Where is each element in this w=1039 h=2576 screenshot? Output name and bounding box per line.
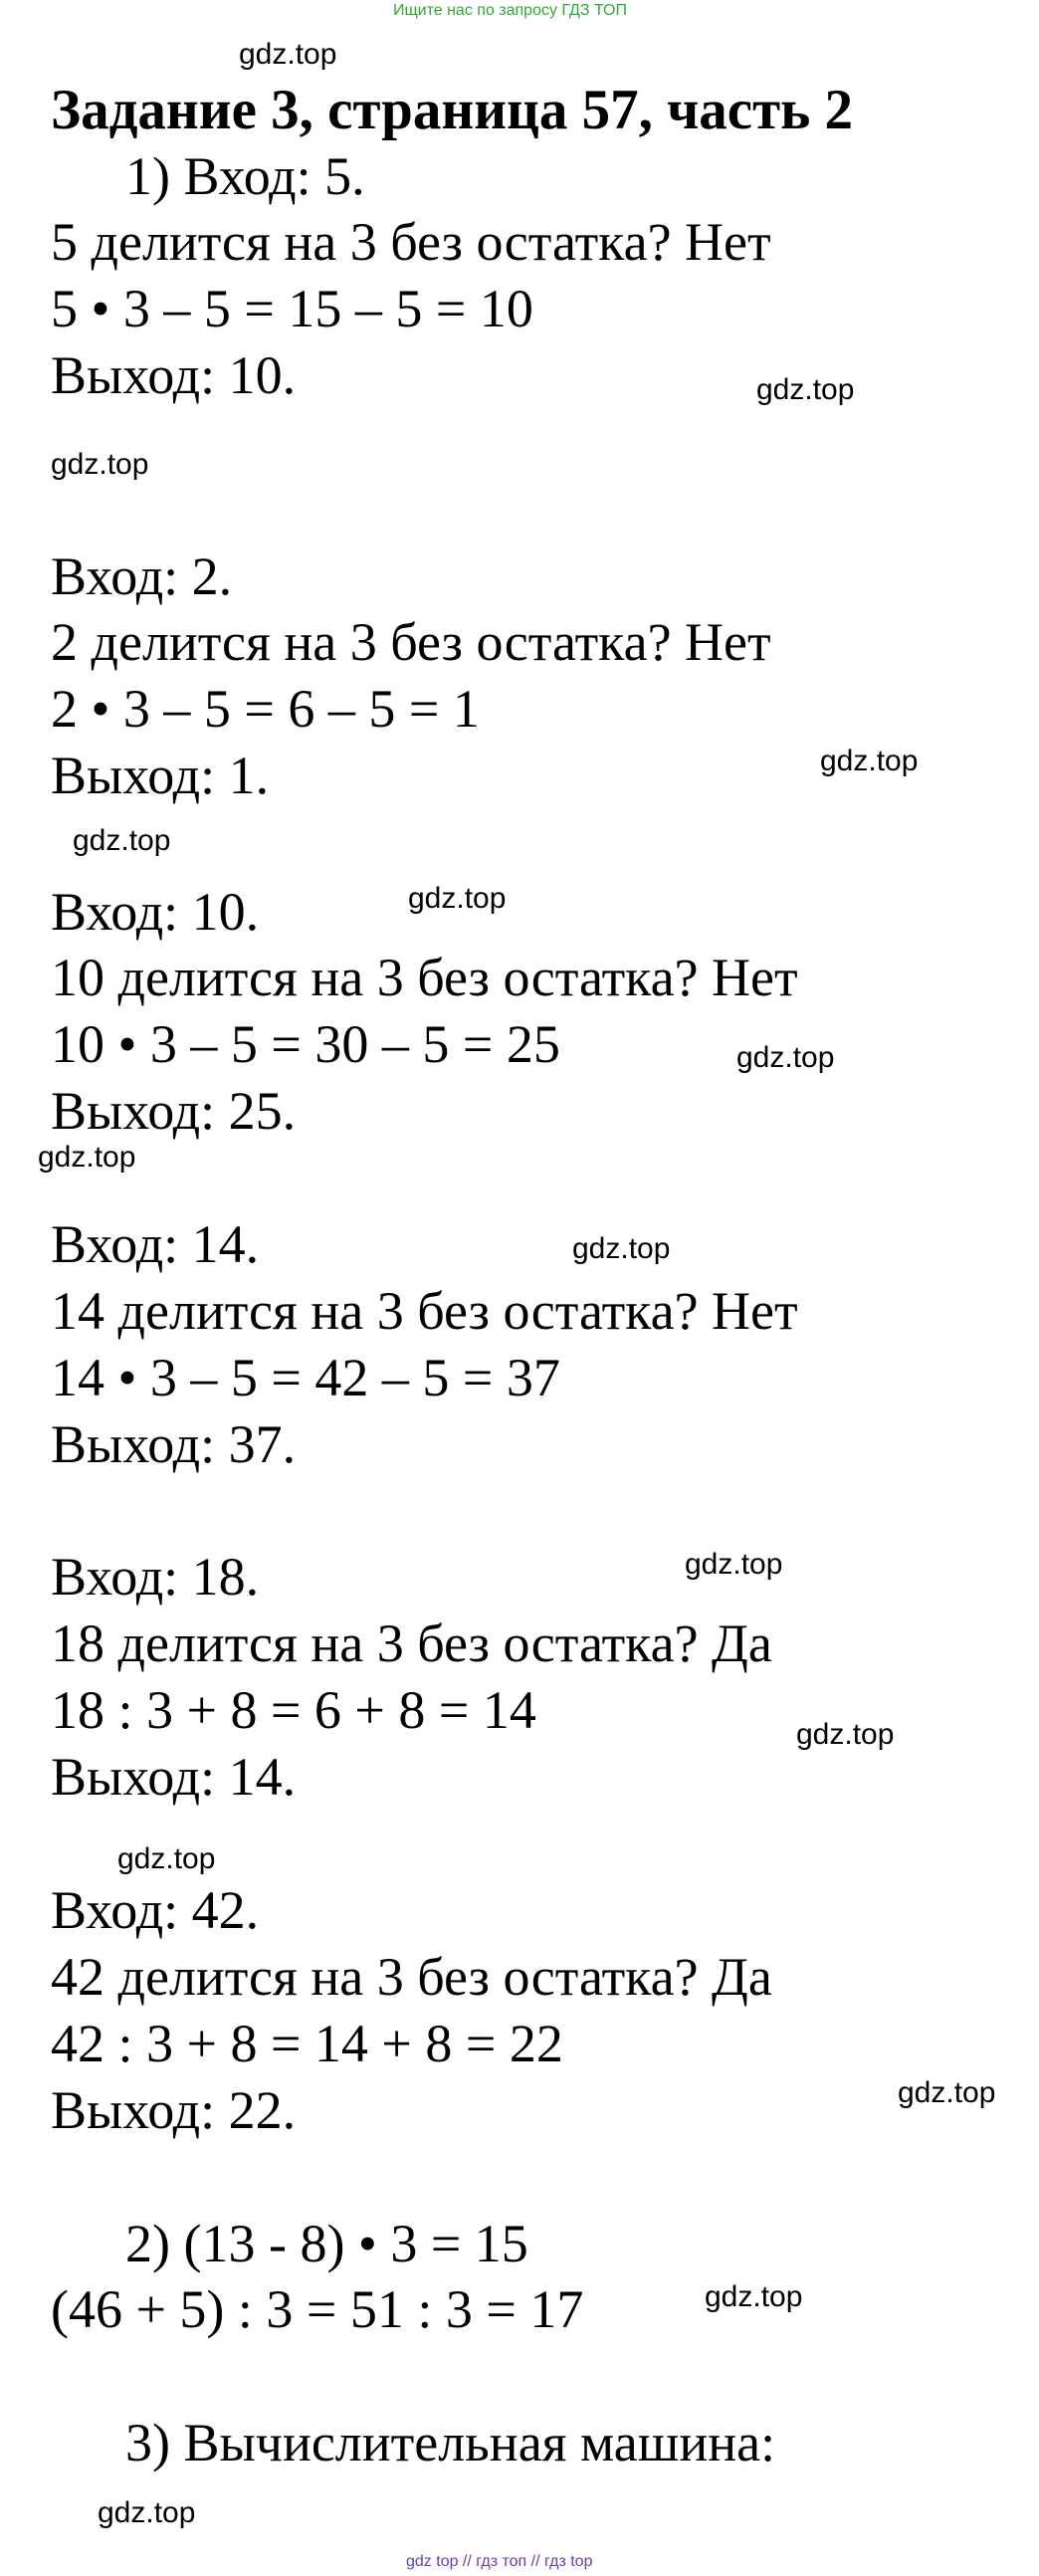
watermark: gdz.top: [898, 2076, 996, 2109]
solution-line: 18 : 3 + 8 = 6 + 8 = 14: [51, 1680, 536, 1740]
solution-line: Вход: 10.: [51, 882, 260, 942]
solution-line: Вход: 18.: [51, 1547, 260, 1607]
solution-line: Выход: 22.: [51, 2080, 297, 2140]
watermark: gdz.top: [73, 824, 171, 857]
solution-line: Выход: 25.: [51, 1081, 297, 1141]
solution-line: 42 делится на 3 без остатка? Да: [51, 1947, 772, 2007]
watermark: gdz.top: [736, 1041, 835, 1074]
solution-line: Выход: 37.: [51, 1414, 297, 1474]
solution-line: Выход: 10.: [51, 345, 297, 405]
top-banner: Ищите нас по запросу ГДЗ ТОП: [393, 2, 627, 19]
watermark: gdz.top: [820, 745, 919, 777]
solution-line: 5 • 3 – 5 = 15 – 5 = 10: [51, 279, 533, 338]
bottom-banner: gdz top // гдз топ // гдз top: [406, 2553, 593, 2570]
solution-line: 3) Вычислительная машина:: [125, 2413, 776, 2472]
solution-line: 2 • 3 – 5 = 6 – 5 = 1: [51, 679, 480, 739]
solution-line: Вход: 42.: [51, 1880, 260, 1940]
solution-line: 14 делится на 3 без остатка? Нет: [51, 1281, 798, 1341]
solution-line: Вход: 14.: [51, 1214, 260, 1274]
solution-line: 2 делится на 3 без остатка? Нет: [51, 612, 771, 672]
watermark: gdz.top: [756, 373, 855, 406]
watermark: gdz.top: [408, 882, 507, 915]
solution-line: 10 делится на 3 без остатка? Нет: [51, 948, 798, 1007]
watermark: gdz.top: [98, 2496, 196, 2529]
solution-line: 42 : 3 + 8 = 14 + 8 = 22: [51, 2014, 563, 2073]
solution-line: 2) (13 - 8) • 3 = 15: [125, 2214, 528, 2273]
solution-line: 5 делится на 3 без остатка? Нет: [51, 212, 771, 272]
solution-line: Выход: 14.: [51, 1747, 297, 1807]
watermark: gdz.top: [51, 448, 149, 481]
page-title: Задание 3, страница 57, часть 2: [51, 79, 853, 141]
watermark: gdz.top: [38, 1141, 136, 1174]
solution-line: 18 делится на 3 без остатка? Да: [51, 1613, 772, 1673]
solution-line: Вход: 2.: [51, 546, 233, 606]
watermark: gdz.top: [685, 1548, 783, 1581]
watermark: gdz.top: [705, 2280, 803, 2313]
solution-line: Выход: 1.: [51, 746, 270, 805]
solution-line: 10 • 3 – 5 = 30 – 5 = 25: [51, 1014, 560, 1074]
watermark: gdz.top: [572, 1232, 671, 1265]
solution-line: 1) Вход: 5.: [125, 146, 365, 206]
solution-line: (46 + 5) : 3 = 51 : 3 = 17: [51, 2279, 584, 2339]
solution-line: 14 • 3 – 5 = 42 – 5 = 37: [51, 1348, 560, 1407]
watermark: gdz.top: [117, 1842, 216, 1875]
watermark: gdz.top: [796, 1718, 895, 1751]
watermark: gdz.top: [239, 38, 337, 71]
